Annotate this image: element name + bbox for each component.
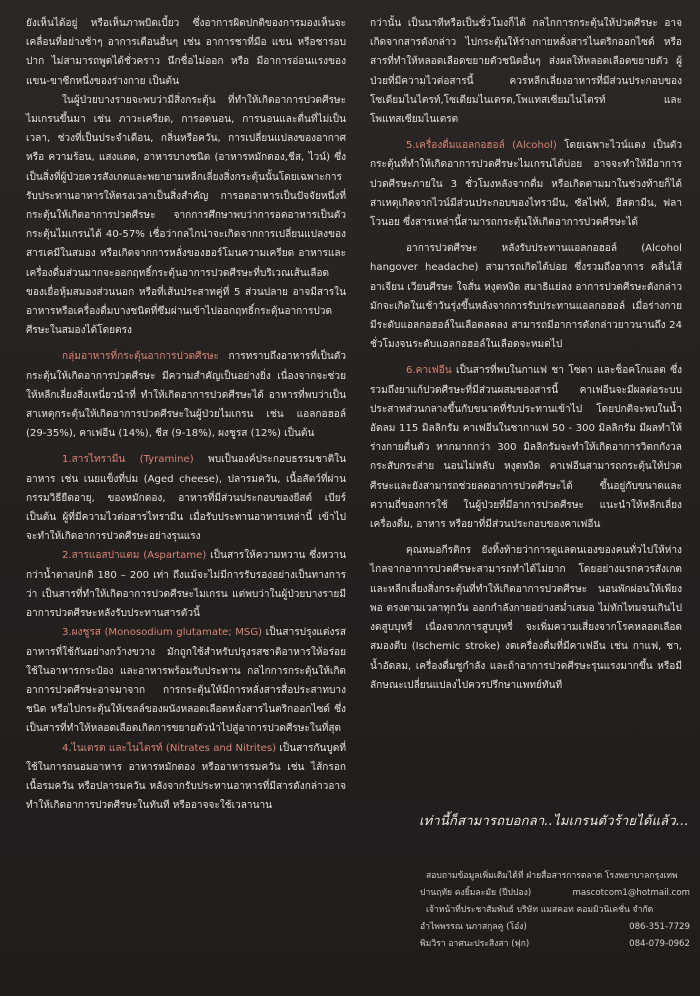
heading-msg: 3.ผงชูรส (Monosodium glutamate; MSG) bbox=[62, 627, 263, 639]
paragraph-triggers: ในผู้ป่วยบางรายจะพบว่ามีสิ่งกระตุ้น ที่ทำให้เกิดอาการปวดศีรษะไมเกรนขึ้นมา เช่น ภาวะเครียด, การอดนอน, การนอนและตื่นที่ไม่เป็นเวลา, ช่วงที่เป็นประจำเดือน, กลิ่นหรือควัน, การเปลี่ยนแปลงของอากาศ หรือ ความร้อน, แสงแดด, อาหารบางชนิด (อาหารหมักดอง,ชีส, ไวน์) ซึ่งเป็นสิ่งที่ผู้ป่วยควรสังเกตและพยายามหลีกเลี่ยงสิ่งกระตุ้นนั้นโดยเฉพาะการรับประทานอาหารให้ตรงเวลาเป็นสิ่งสำคัญ การอดอาหารเป็นปัจจัยหนึ่งที่กระตุ้นให้เกิดอาการปวดศีรษะ จากการศึกษาพบว่าการอดอาหารเป็นตัวกระตุ้นไมเกรนได้ 40-57% เชื่อว่ากลไกน่าจะเกิดจากการเปลี่ยนแปลงของสารเคมีในสมอง หรือเกิดจากการหลั่งของฮอร์โมนความเครียด อาหารและเครื่องดื่มส่วนมากจะออกฤทธิ์กระตุ้นอาการปวดศีรษะที่บริเวณเส้นเลือดของเยื่อหุ้มสมองส่วนนอก หรือที่เส้นประสาทคู่ที่ 5 ส่วนปลาย อาจมีสารในอาหารหรือเครื่องดื่มบางชนิดที่ซึมผ่านเข้าไปออกฤทธิ์กระตุ้นอาการปวดศีรษะในสมองได้โดยตรง bbox=[26, 94, 346, 337]
closing-line: เท่านี้ก็สามารถบอกลา..ไมเกรนตัวร้ายได้แล้ว... bbox=[419, 814, 689, 829]
left-column bbox=[26, 14, 346, 815]
paragraph-caffeine bbox=[370, 361, 682, 534]
heading-caffeine: 6.คาเฟอีน bbox=[406, 365, 452, 377]
paragraph-msg bbox=[26, 623, 346, 738]
food-groups-text: การทราบถึงอาหารที่เป็นตัวกระตุ้นให้เกิดอาการปวดศีรษะ มีความสำคัญเป็นอย่างยิ่ง เนื่องจากจะช่วยให้หลีกเลี่ยงสิ่งเหนี่ยวนำที่ ทำให้เกิดอาการปวดศีรษะได้ อาหารที่พบว่าเป็นสาเหตุกระตุ้นให้เกิดอาการปวดศีรษะในผู้ป่วยไมเกรน เช่น แอลกอฮอล์ (29-35%), คาเฟอีน (14%), ชีส (9-18%), ผงชูรส (12%) เป็นต้น bbox=[26, 351, 346, 440]
heading-alcohol: 5.เครื่องดื่มแอลกอฮอล์ (Alcohol) bbox=[406, 140, 557, 152]
paragraph-hangover: อาการปวดศีรษะ หลังรับประทานแอลกอฮอล์ (Alcohol hangover headache) สามารถเกิดได้บ่อย ซึ่งรวมถึงอาการ คลื่นไส้อาเจียน เวียนศีรษะ ใจสั่น หงุดหงิด สมาธิแย่ลง อาการปวดศีรษะดังกล่าวมักจะเกิดในเช้าวันรุ่งขึ้นหลังจากการรับประทานแอลกอฮอล์ เมื่อร่างกายมีระดับแอลกอฮอล์ในเลือดลดลง สามารถมีอาการดังกล่าวยาวนานถึง 24 ชั่วโมงจนระดับแอลกอฮอล์ในเลือดจะหมดไป bbox=[370, 243, 682, 351]
nitrates-text: เป็นสารกันบูดที่ใช้ในการถนอมอาหาร อาหารหมักดอง หรืออาหารรมควัน เช่น ไส้กรอก เนื้อรมควัน หรือปลารมควัน หลังจากรับประทานอาหารที่มีสารดังกล่าวอาจทำให้เกิดอาการปวดศีรษะในทันที หรืออาจจะใช้เวลานาน bbox=[26, 742, 346, 812]
right-column bbox=[370, 14, 682, 695]
contact-block bbox=[420, 868, 690, 953]
contact-phone-1: 086-351-7729 bbox=[629, 922, 690, 932]
contact-email: mascotcom1@hotmail.com bbox=[572, 888, 690, 898]
paragraph-food-groups bbox=[26, 347, 346, 443]
contact-line-5: พิมวิรา อาศนะประสิงสา (ฟุก) 084-079-0962 bbox=[420, 936, 690, 953]
paragraph-advice: คุณหมอกีรติกร ยังทิ้งท้ายว่าการดูแลตนเองของคนทั่วไปให้ห่างไกลจากอาการปวดศีรษะสามารถทำได้ไม่ยาก โดยอย่างแรกควรสังเกตและหลีกเลี่ยงสิ่งกระตุ้นที่ทำให้เกิดอาการปวดศีรษะ นอนพักผ่อนให้เพียงพอ ตรงตามเวลาทุกวัน ออกกำลังกายอย่างสม่ำเสมอ ไม่ทักไทมจนเกินไป งดสูบบุหรี่ เนื่องจากการสูบบุหรี่ จะเพิ่มความเสี่ยงจากโรคหลอดเลือดสมองตีบ (Ischemic stroke) งดเครื่องดื่มที่มีคาเฟอีน เช่น กาแฟ, ชา, น้ำอัดลม, เครื่องดื่มชูกำลัง และถ้าอาการปวดศีรษะรุนแรงมากขึ้น หรือมีลักษณะเปลี่ยนแปลงไปควรปรึกษาแพทย์ทันที bbox=[370, 545, 682, 691]
contact-phone-2: 084-079-0962 bbox=[629, 939, 690, 949]
aspartame-text: เป็นสารให้ความหวาน ซึ่งหวานกว่าน้ำตาลปกติ 180 – 200 เท่า ถึงแม้จะไม่มีการรับรองอย่างเป็นทางการว่า เป็นสารที่ทำให้เกิดอาการปวดศีรษะไมเกรน แต่พบว่าในผู้ป่วยบางรายมีอาการปวดศีรษะหลังรับประทานสารตัวนี้ bbox=[26, 550, 346, 620]
alcohol-text: โดยเฉพาะไวน์แดง เป็นตัวกระตุ้นที่ทำให้เกิดอาการปวดศีรษะไมเกรนได้บ่อย อาจจะทำให้มีอาการปวดศีรษะภายใน 3 ชั่วโมงหลังจากดื่ม หรือเกิดตามมาในช่วงท้ายก็ได้ สาเหตุเกิดจากไวน์มีส่วนประกอบของไทรามีน, ซัลไฟท์, ฮีสตามีน, ฟลาโวนอย ซึ่งสารเหล่านี้สามารถกระตุ้นให้เกิดอาการปวดศีรษะได้ bbox=[370, 140, 682, 229]
heading-tyramine: 1.สารไทรามีน (Tyramine) bbox=[62, 454, 194, 466]
heading-food-groups: กลุ่มอาหารที่กระตุ้นอาการปวดศีรษะ bbox=[62, 351, 219, 363]
paragraph-aspartame bbox=[26, 546, 346, 623]
paragraph-nitrates bbox=[26, 739, 346, 816]
tyramine-text: พบเป็นองค์ประกอบธรรมชาติในอาหาร เช่น เนยแข็งที่บ่ม (Aged cheese), ปลารมควัน, เนื้อสัตว์ที่ผ่านกรรมวิธียืดอายุ, ของหมักดอง, อาหารที่มีส่วนประกอบของยีสต์ เบียร์ เป็นต้น ผู้ที่มีความไวต่อสารไทรามีน เมื่อรับประทานอาหารเหล่านี้ เข้าไปจะทำให้เกิดอาการปวดศีรษะอย่างรุนแรง bbox=[26, 454, 346, 543]
paragraph-tyramine bbox=[26, 450, 346, 546]
paragraph-nitrates-continued: กว่านั้น เป็นนาทีหรือเป็นชั่วโมงก็ได้ กลไกการกระตุ้นให้ปวดศีรษะ อาจเกิดจากสารดังกล่าว ไปกระตุ้นให้ร่างกายหลั่งสารไนตริกออกไซด์ หรือสารที่ทำให้หลอดเลือดขยายตัวชนิดอื่นๆ ส่งผลให้หลอดเลือดขยายตัว ผู้ป่วยที่มีความไวต่อสารนี้ ควรหลีกเลี่ยงอาหารที่มีส่วนประกอบของโซเดียมไนไตรท์,โซเดียมไนเตรต,โพแทสเซียมไนไตรท์ และ โพแทสเซียมไนเตรต bbox=[370, 18, 682, 126]
msg-text: เป็นสารปรุงแต่งรสอาหารที่ใช้กันอย่างกว้างขวาง มักถูกใช้สำหรับปรุงรสชาติอาหารให้อร่อย ใช้ในอาหารกระป๋อง และอาหารพร้อมรับประทาน กลไกการกระตุ้นให้เกิดอาการปวดศีรษะอาจมาจาก การกระตุ้นให้มีการหลั่งสารสื่อประสาทบางชนิด หรือไปกระตุ้นให้เซลล์ของผนังหลอดเลือดหลั่งสารไนตริกออกไซด์ ซึ่งเป็นสารที่ทำให้หลอดเลือดเกิดการขยายตัวนำไปสู่อาการปวดศีรษะในที่สุด bbox=[26, 627, 346, 735]
contact-line-2: ปานฤทัย คงยิ้มละมัย (ปีปปอง) mascotcom1@hotmail.com bbox=[420, 885, 690, 902]
heading-nitrates: 4.ไนเตรต และไนไตรท์ (Nitrates and Nitrites) bbox=[62, 742, 277, 754]
caffeine-text: เป็นสารที่พบในกาแฟ ชา โซดา และช็อคโกแลต ซึ่งรวมถึงยาแก้ปวดศีรษะที่มีส่วนผสมของสารนี้ คาเฟอีนจะมีผลต่อระบบประสาทส่วนกลางขึ้นกับขนาดที่รับประทานเข้าไป โดยปกติจะพบในน้ำอัดลม 115 มิลลิกรัม คาเฟอีนในชากาแฟ 50 - 300 มิลลิกรัม มีผลทำให้ร่างกายตื่นตัว หากมากกว่า 300 มิลลิกรัมจะทำให้เกิดอาการวิตกกังวล กระสับกระส่าย นอนไม่หลับ หงุดหงิด คาเฟอีนสามารถกระตุ้นให้ปวดศีรษะและยังสามารถช่วยลดอาการปวดศีรษะได้ ขึ้นอยู่กับขนาดและความถี่ของการใช้ ในผู้ป่วยที่มีอาการปวดศีรษะ แนะนำให้หลีกเลี่ยงเครื่องดื่ม, อาหาร หรือยาที่มีส่วนประกอบของคาเฟอีน bbox=[370, 365, 682, 531]
heading-aspartame: 2.สารแอสปาแตม (Aspartame) bbox=[62, 550, 207, 562]
contact-line-1: สอบถามข้อมูลเพิ่มเติมได้ที่ ฝ่ายสื่อสารการตลาด โรงพยาบาลกรุงเทพ bbox=[426, 871, 678, 881]
contact-line-4: อำไพพรรณ นภาสกุลคู (โอ๋ง) 086-351-7729 bbox=[420, 919, 690, 936]
paragraph-visual-symptoms: ยังเห็นได้อยู่ หรือเห็นภาพบิดเบี้ยว ซึ่งอาการผิดปกติของการมองเห็นจะเคลื่อนที่อย่างช้าๆ อาการเตือนอื่นๆ เช่น อาการชาที่มือ แขน หรือชารอบปาก ไม่สามารถพูดได้ชั่วคราว นึกชื่อไม่ออก หรือ มีอาการอ่อนแรงของแขน-ขาซีกหนึ่งของร่างกาย เป็นต้น bbox=[26, 18, 346, 87]
contact-line-3: เจ้าหน้าที่ประชาสัมพันธ์ บริษัท แมสคอท คอมมิวนิเคชั่น จำกัด bbox=[426, 905, 654, 915]
paragraph-alcohol bbox=[370, 136, 682, 232]
